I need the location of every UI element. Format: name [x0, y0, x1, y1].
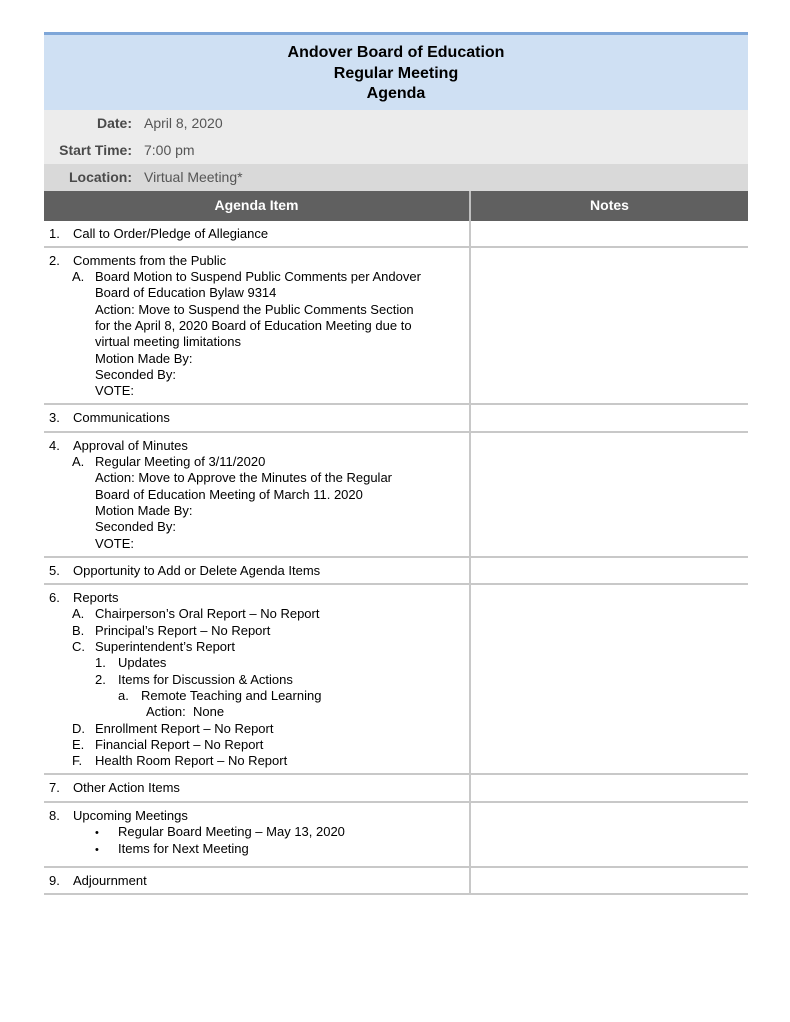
sub-item-letter: A.	[72, 454, 85, 470]
sub-item-number: 1.	[95, 655, 106, 671]
sub-item-text: Enrollment Report – No Report	[95, 720, 274, 736]
sub-item-text: Chairperson’s Oral Report – No Report	[95, 606, 320, 622]
sub-item-letter: a.	[118, 687, 129, 703]
table-row	[44, 221, 748, 247]
location-value: Virtual Meeting*	[144, 169, 243, 185]
sub-item-text: Remote Teaching and Learning	[141, 687, 322, 703]
sub-item-text: Action: Move to Suspend the Public Comments Section	[95, 301, 414, 317]
item-number: 3.	[49, 410, 60, 426]
item-number: 5.	[49, 562, 60, 578]
agenda-item-cell	[44, 247, 470, 405]
sub-item-text: Superintendent’s Report	[95, 639, 235, 655]
sub-item-letter: F.	[72, 753, 83, 769]
notes-cell	[470, 867, 748, 894]
item-text: Adjournment	[73, 872, 147, 888]
board-title: Andover Board of Education	[287, 44, 505, 61]
sub-item-text: Board Motion to Suspend Public Comments per Andover	[95, 269, 421, 285]
item-number: 2.	[49, 252, 60, 268]
item-text: Approval of Minutes	[73, 437, 188, 453]
notes-cell	[470, 221, 748, 247]
item-text: Reports	[73, 590, 119, 606]
bullet-icon: •	[95, 827, 99, 839]
vote-line: VOTE:	[95, 383, 135, 399]
date-row	[44, 110, 748, 137]
item-number: 7.	[49, 780, 60, 796]
agenda-document	[44, 32, 748, 895]
sub-item-letter: D.	[72, 720, 85, 736]
item-number: 8.	[49, 807, 60, 823]
table-row	[44, 432, 748, 557]
notes-cell	[470, 802, 748, 867]
item-number: 1.	[49, 225, 60, 241]
item-text: Comments from the Public	[73, 252, 227, 268]
sub-item-text: Action: Move to Approve the Minutes of the Regular	[95, 470, 393, 486]
item-text: Communications	[73, 410, 170, 426]
item-text: Other Action Items	[73, 780, 180, 796]
bullet-icon: •	[95, 844, 99, 857]
agenda-item-cell	[44, 867, 470, 894]
item-number: 6.	[49, 590, 60, 606]
agenda-table	[44, 191, 748, 895]
meeting-type: Regular Meeting	[333, 64, 459, 82]
sub-item-number: 2.	[95, 671, 106, 687]
sub-item-text: Board of Education Bylaw 9314	[95, 285, 277, 301]
table-row	[44, 404, 748, 431]
seconded-by: Seconded By:	[95, 519, 176, 535]
item-text: Call to Order/Pledge of Allegiance	[73, 225, 269, 241]
sub-item-text: Principal’s Report – No Report	[95, 622, 271, 638]
date-value: April 8, 2020	[144, 115, 223, 131]
bullet-text: Items for Next Meeting	[118, 841, 249, 857]
sub-item-text: Updates	[118, 655, 167, 671]
table-header-row	[44, 191, 748, 221]
item-text: Upcoming Meetings	[73, 807, 188, 823]
agenda-item-cell	[44, 774, 470, 801]
motion-made-by: Motion Made By:	[95, 502, 193, 518]
action-line: Action: None	[146, 704, 225, 720]
notes-cell	[470, 557, 748, 584]
start-time-value: 7:00 pm	[144, 142, 195, 158]
location-row	[44, 164, 748, 191]
sub-item-text: Regular Meeting of 3/11/2020	[95, 454, 266, 470]
sub-item-letter: B.	[72, 622, 85, 638]
agenda-item-cell	[44, 584, 470, 774]
agenda-item-cell	[44, 404, 470, 431]
location-label: Location:	[69, 169, 132, 185]
sub-item-text: virtual meeting limitations	[95, 334, 241, 350]
agenda-item-cell	[44, 432, 470, 557]
start-time-row	[44, 137, 748, 164]
notes-cell	[470, 774, 748, 801]
item-text: Opportunity to Add or Delete Agenda Items	[73, 562, 321, 578]
sub-item-text: Items for Discussion & Actions	[118, 671, 293, 687]
notes-header: Notes	[470, 191, 748, 221]
table-row	[44, 247, 748, 405]
notes-cell	[470, 404, 748, 431]
document-type: Agenda	[366, 85, 426, 102]
agenda-item-cell	[44, 221, 470, 247]
item-number: 9.	[49, 872, 60, 888]
seconded-by: Seconded By:	[95, 366, 176, 382]
title-block	[44, 32, 748, 110]
vote-line: VOTE:	[95, 535, 135, 551]
table-row	[44, 802, 748, 867]
notes-cell	[470, 584, 748, 774]
sub-item-text: Financial Report – No Report	[95, 736, 264, 752]
sub-item-text: for the April 8, 2020 Board of Education Meeting due to	[95, 317, 412, 333]
agenda-item-header: Agenda Item	[44, 191, 470, 221]
table-row	[44, 584, 748, 774]
sub-item-letter: E.	[72, 736, 85, 752]
table-row	[44, 557, 748, 584]
start-time-label: Start Time:	[59, 142, 132, 158]
notes-cell	[470, 247, 748, 405]
bullet-text: Regular Board Meeting – May 13, 2020	[118, 824, 345, 839]
sub-item-letter: C.	[72, 639, 85, 655]
date-label: Date:	[96, 115, 132, 131]
item-number: 4.	[49, 437, 60, 453]
sub-item-letter: A.	[72, 269, 85, 285]
sub-item-text: Board of Education Meeting of March 11. 2020	[95, 486, 363, 502]
agenda-item-cell	[44, 802, 470, 867]
sub-item-letter: A.	[72, 606, 85, 622]
motion-made-by: Motion Made By:	[95, 350, 193, 366]
notes-cell	[470, 432, 748, 557]
table-row	[44, 867, 748, 894]
table-row	[44, 774, 748, 801]
agenda-item-cell	[44, 557, 470, 584]
sub-item-text: Health Room Report – No Report	[95, 753, 288, 769]
